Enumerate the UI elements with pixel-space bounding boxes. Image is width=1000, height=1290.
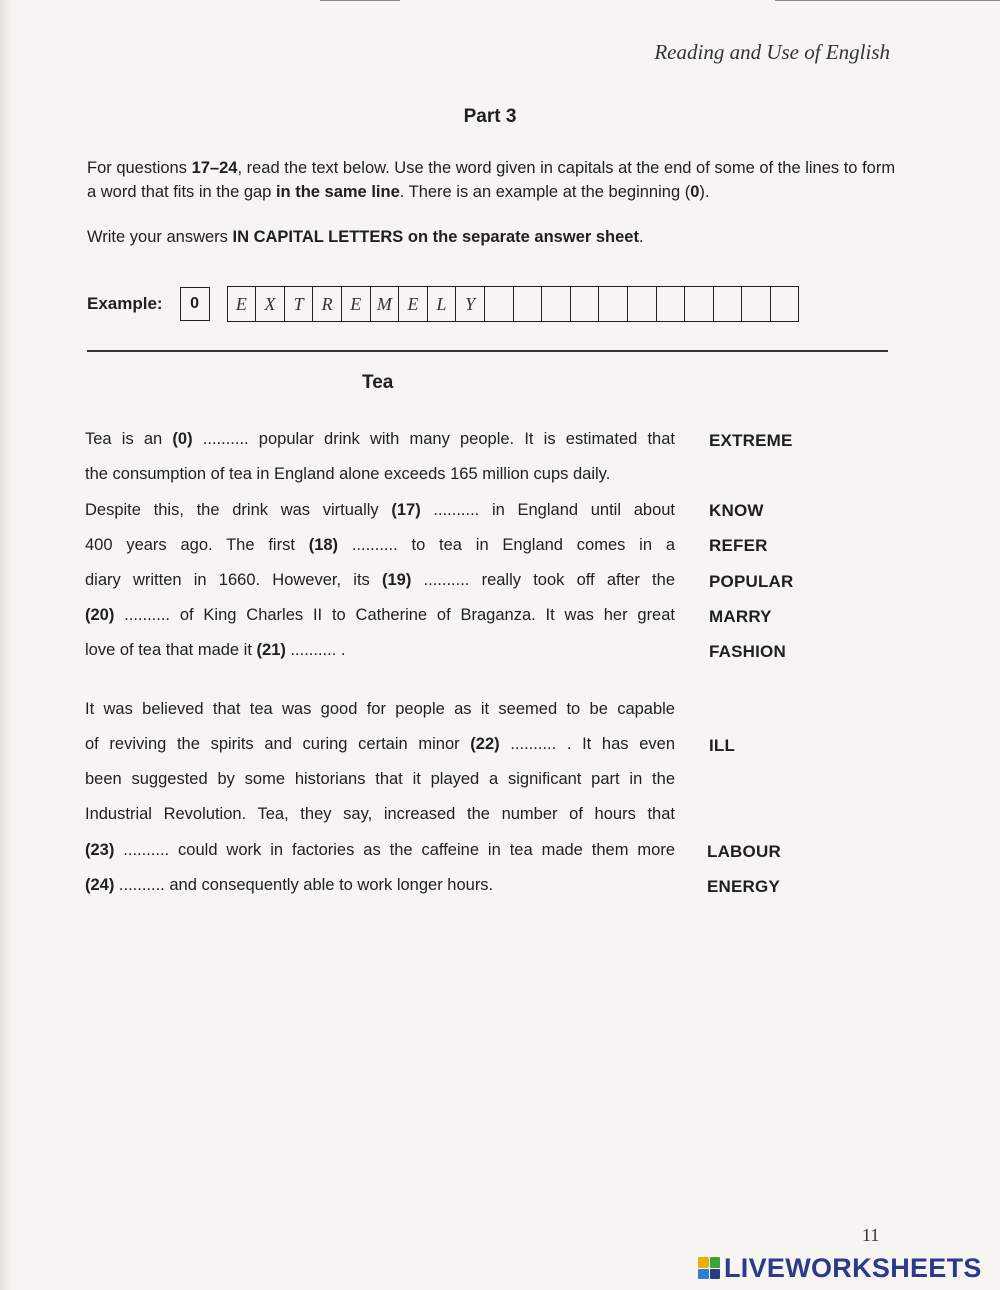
text-segment: .......... and consequently able to work longer hours. bbox=[114, 876, 494, 894]
text-line bbox=[85, 841, 675, 860]
page-edge-shadow bbox=[0, 0, 12, 1290]
gap-number: (24) bbox=[85, 876, 115, 894]
cue-word: KNOW bbox=[709, 501, 764, 520]
text-segment: the consumption of tea in England alone exceeds 165 million cups daily. bbox=[85, 465, 611, 483]
instr-range: 17–24 bbox=[191, 159, 238, 177]
text-line bbox=[85, 805, 675, 824]
example-row bbox=[87, 285, 799, 323]
example-letter-box: E bbox=[342, 287, 371, 321]
gap-number: (20) bbox=[85, 606, 115, 624]
example-letter-box bbox=[742, 287, 771, 321]
example-label: Example: bbox=[87, 294, 163, 313]
text-segment: Despite this, the drink was virtually bbox=[85, 501, 392, 519]
liveworksheets-logo-icon bbox=[698, 1257, 720, 1279]
instructions bbox=[87, 156, 897, 204]
gap-number: (0) bbox=[172, 430, 193, 448]
cue-word: REFER bbox=[709, 536, 768, 555]
instr-bold: in the same line bbox=[275, 183, 400, 201]
cue-word: FASHION bbox=[709, 642, 786, 661]
text-line bbox=[85, 770, 675, 789]
instr-text: , read the text below. Use the word given in capitals at the end of some of the lines to form a word that fits in the gap bbox=[87, 159, 896, 201]
gap-number: (22) bbox=[470, 735, 500, 753]
cue-word: LABOUR bbox=[707, 842, 781, 861]
text-segment: diary written in 1660. However, its bbox=[85, 571, 382, 589]
text-line bbox=[85, 641, 675, 660]
text-segment: .......... in England until about bbox=[420, 501, 676, 519]
example-letter-box bbox=[771, 287, 799, 321]
cue-word: POPULAR bbox=[709, 572, 794, 591]
example-letter-box bbox=[628, 287, 657, 321]
part-title: Part 3 bbox=[463, 106, 517, 127]
gap-number: (17) bbox=[391, 501, 421, 519]
gap-number: (19) bbox=[381, 571, 412, 589]
cue-word: ILL bbox=[709, 736, 736, 755]
cue-word: ENERGY bbox=[707, 877, 780, 896]
text-line bbox=[85, 501, 675, 520]
watermark-text: LIVEWORKSHEETS bbox=[724, 1252, 982, 1283]
text-line bbox=[85, 735, 675, 754]
text-line bbox=[85, 700, 675, 719]
example-letter-box: E bbox=[399, 287, 428, 321]
top-scan-line bbox=[775, 0, 1000, 1]
example-letter-box: T bbox=[285, 287, 314, 321]
example-letter-box bbox=[685, 287, 714, 321]
gap-number: (18) bbox=[308, 536, 339, 554]
instr-text: . bbox=[638, 228, 644, 246]
instr-bold: IN CAPITAL LETTERS on the separate answer sheet bbox=[232, 228, 639, 246]
text-segment: love of tea that made it bbox=[85, 641, 257, 659]
example-letter-box bbox=[485, 287, 514, 321]
example-letter-box: R bbox=[313, 287, 342, 321]
text-line bbox=[85, 536, 675, 555]
text-segment: .......... . bbox=[285, 641, 346, 659]
liveworksheets-watermark bbox=[698, 1253, 982, 1283]
text-segment: .......... of King Charles II to Catherine of Braganza. It was her great bbox=[114, 606, 675, 624]
example-letter-box bbox=[599, 287, 628, 321]
gap-number: (23) bbox=[85, 841, 115, 859]
example-letter-box: Y bbox=[456, 287, 485, 321]
example-number: 0 bbox=[180, 287, 210, 321]
text-line bbox=[85, 876, 675, 895]
example-letter-box: L bbox=[428, 287, 457, 321]
text-title: Tea bbox=[362, 372, 394, 393]
example-letter-box bbox=[714, 287, 743, 321]
text-line bbox=[85, 606, 675, 625]
example-letter-box: E bbox=[228, 287, 257, 321]
example-letter-boxes bbox=[227, 286, 800, 322]
text-segment: .......... really took off after the bbox=[411, 571, 675, 589]
example-letter-box bbox=[657, 287, 686, 321]
text-line bbox=[85, 430, 675, 449]
running-head: Reading and Use of English bbox=[654, 40, 890, 64]
divider bbox=[87, 350, 888, 352]
example-letter-box: X bbox=[256, 287, 285, 321]
text-line bbox=[85, 571, 675, 590]
text-segment: 400 years ago. The first bbox=[85, 536, 309, 554]
text-segment: Industrial Revolution. Tea, they say, increased the number of hours that bbox=[85, 805, 675, 823]
text-segment: .......... popular drink with many people. It is estimated that bbox=[192, 430, 675, 448]
text-segment: It was believed that tea was good for people as it seemed to be capable bbox=[85, 700, 675, 718]
text-line bbox=[85, 465, 675, 484]
gap-number: (21) bbox=[256, 641, 286, 659]
text-segment: .......... . It has even bbox=[499, 735, 675, 753]
example-letter-box bbox=[542, 287, 571, 321]
instr-text: . There is an example at the beginning ( bbox=[399, 183, 691, 201]
instr-text: Write your answers bbox=[87, 228, 233, 246]
example-letter-box bbox=[571, 287, 600, 321]
text-segment: Tea is an bbox=[85, 430, 173, 448]
answer-instruction bbox=[87, 228, 644, 247]
text-segment: of reviving the spirits and curing certain minor bbox=[85, 735, 471, 753]
example-letter-box: M bbox=[371, 287, 400, 321]
instr-zero: 0 bbox=[690, 183, 700, 201]
instr-text: For questions bbox=[87, 159, 192, 177]
text-segment: been suggested by some historians that it played a significant part in the bbox=[85, 770, 675, 788]
top-scan-line bbox=[320, 0, 400, 1]
cue-word: MARRY bbox=[709, 607, 772, 626]
instr-text: ). bbox=[699, 183, 710, 201]
page-number: 11 bbox=[862, 1225, 880, 1245]
text-segment: .......... to tea in England comes in a bbox=[338, 536, 675, 554]
cue-word: EXTREME bbox=[709, 431, 793, 450]
text-segment: .......... could work in factories as the caffeine in tea made them more bbox=[114, 841, 675, 859]
example-letter-box bbox=[514, 287, 543, 321]
